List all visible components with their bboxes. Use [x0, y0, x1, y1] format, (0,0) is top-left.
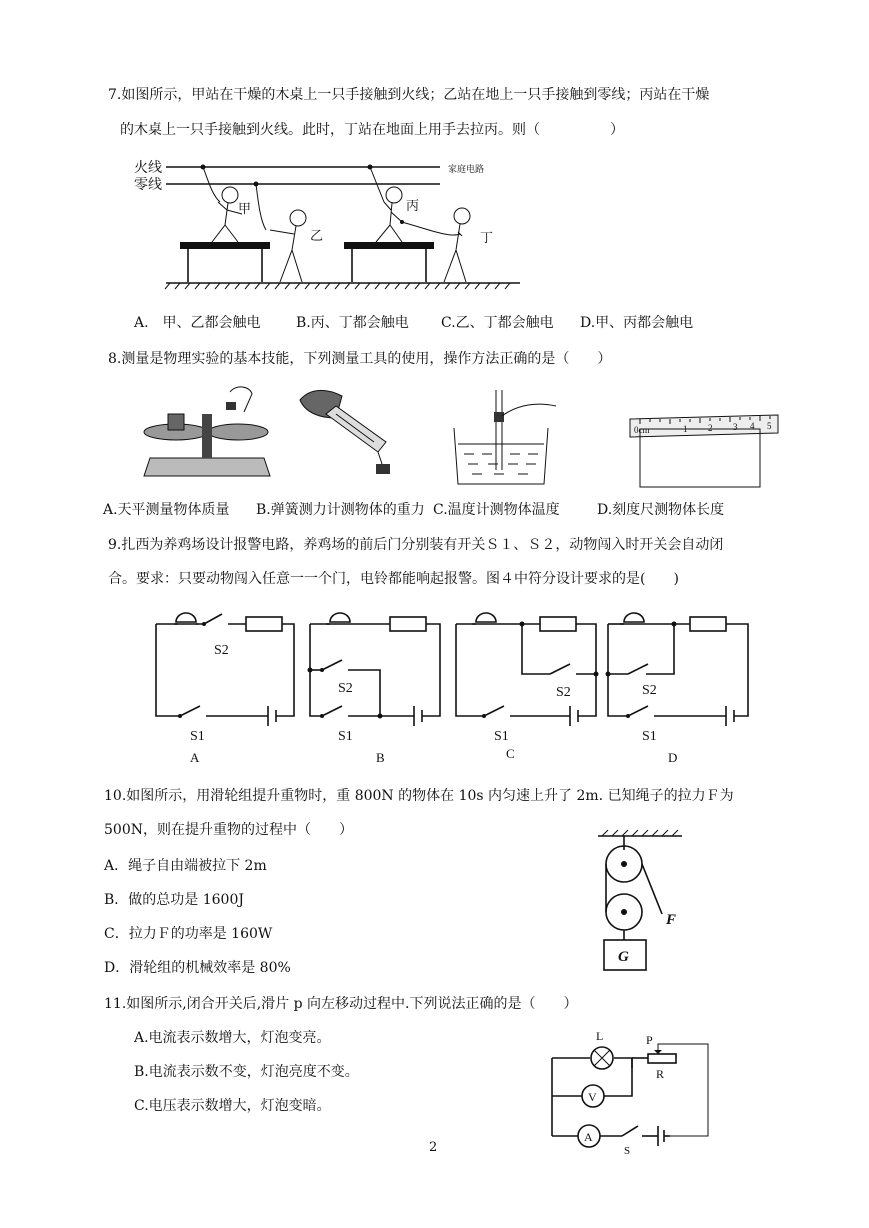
ruler-tick-1: 1 — [683, 424, 688, 434]
household-circuit-label: 家庭电路 — [448, 164, 485, 174]
circuit-a — [156, 613, 294, 765]
ruler-tick-2: 2 — [708, 423, 713, 433]
q11-option-b: B.电流表示数不变，灯泡亮度不变。 — [134, 1064, 359, 1080]
table-right — [344, 242, 434, 249]
person-jia-label: 甲 — [238, 201, 252, 216]
person-bing-figure — [376, 187, 404, 242]
q10-option-d: D．滑轮组的机械效率是 80% — [104, 960, 291, 976]
q11-stem: 11.如图所示,闭合开关后,滑片 p 向左移动过程中.下列说法正确的是（ ） — [104, 996, 578, 1012]
person-bing-label: 丙 — [406, 198, 420, 213]
q7-stem-line2: 的木桌上一只手接触到火线。此时，丁站在地面上用手去拉丙。则（ ） — [120, 122, 624, 138]
q10-stem-line2: 500N，则在提升重物的过程中（ ） — [104, 822, 353, 838]
q8-option-d: D.刻度尺测物体长度 — [597, 502, 725, 518]
q7-option-a: A. 甲、乙都会触电 — [134, 315, 261, 331]
spring-scale-figure — [296, 384, 406, 484]
slider-label: P — [646, 1033, 653, 1047]
circuit-c-s2: S2 — [556, 685, 571, 700]
q8-stem: 8.测量是物理实验的基本技能，下列测量工具的使用，操作方法正确的是（ ） — [108, 351, 612, 367]
circuit-d — [606, 613, 749, 765]
circuit-d-s2: S2 — [642, 683, 657, 698]
q9-circuits — [150, 600, 760, 770]
circuit-d-label: D — [668, 750, 678, 765]
pulley-weight-label: G — [618, 949, 629, 965]
circuit-c — [456, 613, 599, 761]
thermometer-figure — [448, 384, 568, 489]
circuit-a-label: A — [190, 750, 200, 765]
q10-option-a: A．绳子自由端被拉下 2m — [104, 858, 267, 874]
q8-option-a: A.天平测量物体质量 — [103, 502, 230, 518]
pulley-figure — [588, 828, 698, 978]
q7-option-d: D.甲、丙都会触电 — [580, 315, 694, 331]
circuit-b — [308, 613, 441, 765]
rheostat-label: R — [656, 1067, 665, 1081]
ammeter-label: A — [584, 1130, 593, 1144]
ruler-tick-3: 3 — [733, 422, 738, 432]
pulley-force-label: F — [666, 912, 677, 928]
circuit-d-s1: S1 — [642, 729, 657, 744]
person-ding-label: 丁 — [480, 230, 494, 245]
q11-circuit-figure — [540, 1024, 720, 1156]
q7-option-b: B.丙、丁都会触电 — [296, 315, 409, 331]
circuit-a-s1: S1 — [190, 729, 205, 744]
q7-option-c: C.乙、丁都会触电 — [441, 315, 554, 331]
ruler-zero-label: 0cm — [634, 425, 650, 435]
q11-option-c: C.电压表示数增大，灯泡变暗。 — [134, 1098, 331, 1114]
ruler-figure — [630, 405, 780, 490]
q9-stem-line1: 9.扎西为养鸡场设计报警电路，养鸡场的前后门分别装有开关Ｓ１、Ｓ２，动物闯入时开关会自动闭 — [108, 537, 724, 553]
q7-stem-line1: 7.如图所示，甲站在干燥的木桌上一只手接触到火线；乙站在地上一只手接触到零线；丙站在干燥 — [108, 87, 710, 103]
circuit-b-label: B — [376, 750, 385, 765]
q7-figure — [130, 150, 530, 300]
q10-option-c: C．拉力Ｆ的功率是 160W — [104, 926, 273, 942]
circuit-a-s2: S2 — [214, 643, 229, 658]
page-number: 2 — [429, 1140, 438, 1155]
q9-stem-line2: 合。要求：只要动物闯入任意一一个门，电铃都能响起报警。图４中符分设计要求的是( ) — [108, 571, 679, 587]
q10-stem-line1: 10.如图所示，用滑轮组提升重物时，重 800N 的物体在 10s 内匀速上升了 2m. 已知绳子的拉力Ｆ为 — [104, 788, 734, 804]
lamp-label: L — [596, 1029, 604, 1043]
person-yi-label: 乙 — [310, 228, 324, 243]
ruler-tick-5: 5 — [767, 421, 772, 431]
q10-option-b: B．做的总功是 1600J — [104, 892, 244, 908]
circuit-c-label: C — [506, 746, 515, 761]
voltmeter-label: V — [588, 1090, 597, 1104]
table-left — [180, 242, 270, 249]
ruler-tick-4: 4 — [750, 421, 755, 431]
person-ding-figure — [444, 208, 470, 282]
balance-figure — [140, 384, 280, 484]
q8-option-b: B.弹簧测力计测物体的重力 — [256, 502, 425, 518]
q8-option-c: C.温度计测物体温度 — [433, 502, 560, 518]
neutral-wire-label: 零线 — [134, 178, 162, 193]
circuit-c-s1: S1 — [494, 729, 509, 744]
circuit-b-s1: S1 — [338, 729, 353, 744]
circuit-b-s2: S2 — [338, 681, 353, 696]
person-yi-figure — [270, 210, 306, 282]
switch-label: S — [624, 1145, 631, 1157]
live-wire-label: 火线 — [134, 161, 162, 176]
q11-option-a: A.电流表示数增大，灯泡变亮。 — [134, 1030, 331, 1046]
